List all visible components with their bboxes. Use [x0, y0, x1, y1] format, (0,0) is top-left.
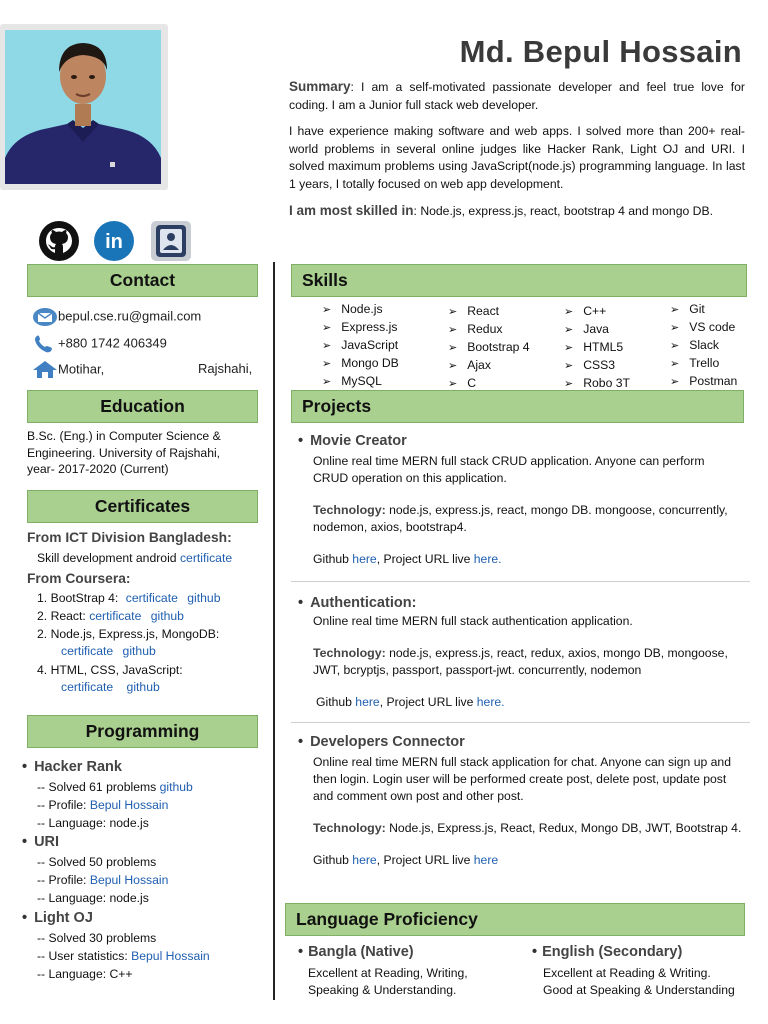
certificate-link[interactable]: certificate — [89, 609, 142, 623]
item-label: HTML, CSS, JavaScript: — [50, 663, 183, 677]
item-number: 2. — [37, 627, 48, 641]
technology-label: Technology: — [313, 503, 386, 517]
github-link[interactable]: here — [355, 695, 380, 709]
skill-item: ➢ HTML5 — [564, 339, 630, 357]
coursera-heading: From Coursera: — [27, 571, 131, 586]
skill-item: ➢ React — [448, 303, 530, 321]
technology-text: node.js, express.js, react, mongo DB. mongoose, concurrently, nodemon, axios, bootstrap4. — [313, 503, 728, 534]
certificate-link[interactable]: certificate — [61, 643, 114, 658]
skill-item: ➢ Mongo DB — [322, 355, 399, 373]
bangla-heading: • Bangla (Native) — [298, 944, 414, 960]
github-link[interactable]: github — [187, 591, 221, 605]
summary-text-1: : I am a self-motivated passionate developer and feel true love for coding. I am a Junior full stack web developer. — [289, 80, 745, 112]
address-city: Motihar, — [58, 361, 105, 377]
profile-text: -- User statistics: — [37, 948, 128, 963]
item-number: 2. — [37, 609, 48, 623]
bangla-details — [308, 965, 468, 999]
item-number: 4. — [37, 663, 48, 677]
skills-header: Skills — [291, 264, 747, 297]
project-title: • Authentication: — [298, 595, 416, 611]
project-body — [313, 613, 745, 711]
skill-item: ➢ Node.js — [322, 301, 399, 319]
language-text: -- Language: node.js — [37, 815, 149, 830]
hackerrank-heading: • Hacker Rank — [22, 759, 122, 775]
url-prefix: , Project URL live — [376, 853, 474, 867]
projects-header: Projects — [291, 390, 744, 423]
skill-item: ➢ Git — [670, 301, 737, 319]
english-line-1: Excellent at Reading & Writing. — [543, 966, 711, 980]
column-divider — [273, 262, 275, 1000]
project-divider — [291, 581, 750, 582]
email-text: bepul.cse.ru@gmail.com — [58, 308, 202, 324]
project-divider — [291, 722, 750, 723]
ict-heading: From ICT Division Bangladesh: — [27, 530, 232, 545]
skilled-label: I am most skilled in — [289, 203, 414, 218]
english-line-2: Good at Speaking & Understanding — [543, 983, 735, 997]
language-text: -- Language: node.js — [37, 890, 149, 905]
person-name: Md. Bepul Hossain — [459, 34, 742, 69]
certificates-header: Certificates — [27, 490, 258, 523]
language-header: Language Proficiency — [285, 903, 745, 936]
coursera-item — [37, 662, 257, 695]
skill-item: ➢ Postman — [670, 373, 737, 391]
ict-cert-link[interactable]: certificate — [179, 551, 233, 565]
skill-item: ➢ MySQL — [322, 373, 399, 391]
skills-column-3 — [564, 303, 630, 393]
skill-item: ➢ Express.js — [322, 319, 399, 337]
email-icon — [32, 307, 58, 327]
coursera-item — [37, 608, 184, 625]
phone-text: +880 1742 406349 — [58, 335, 167, 351]
home-icon — [32, 360, 58, 380]
project-title: • Movie Creator — [298, 433, 407, 449]
technology-text: Node.js, Express.js, React, Redux, Mongo DB, JWT, Bootstrap 4. — [385, 821, 742, 835]
solved-text: -- Solved 61 problems — [37, 780, 157, 794]
github-link[interactable]: here — [352, 552, 377, 566]
skill-item: ➢ CSS3 — [564, 357, 630, 375]
uri-details — [37, 854, 168, 907]
profile-text: -- Profile: — [37, 872, 87, 887]
education-text: B.Sc. (Eng.) in Computer Science & Engineering. University of Rajshahi, year- 2017-2020 (Current) — [27, 429, 221, 476]
github-link[interactable]: github — [150, 609, 184, 623]
live-url-link[interactable]: here — [473, 853, 499, 867]
hackerrank-details — [37, 779, 193, 832]
github-prefix: Github — [316, 695, 356, 709]
item-label: BootStrap 4: — [50, 591, 119, 605]
language-text: -- Language: C++ — [37, 966, 133, 981]
skills-column-4 — [670, 301, 737, 391]
github-prefix: Github — [313, 853, 353, 867]
skill-item: ➢ Trello — [670, 355, 737, 373]
skill-item: ➢ Java — [564, 321, 630, 339]
lightoj-details — [37, 930, 210, 983]
education-header: Education — [27, 390, 258, 423]
skill-item: ➢ Slack — [670, 337, 737, 355]
summary-block — [289, 78, 745, 230]
bangla-line-1: Excellent at Reading, Writing, — [308, 966, 468, 980]
skill-item: ➢ VS code — [670, 319, 737, 337]
live-url-link[interactable]: here. — [476, 695, 505, 709]
contact-header: Contact — [27, 264, 258, 297]
profile-link[interactable]: Bepul Hossain — [89, 797, 169, 812]
uri-heading: • URI — [22, 834, 59, 850]
item-number: 1. — [37, 591, 48, 605]
url-prefix: , Project URL live — [379, 695, 477, 709]
skills-column-2 — [448, 303, 530, 393]
item-label: React: — [50, 609, 86, 623]
certificate-link[interactable]: certificate — [61, 679, 114, 694]
profile-icon[interactable] — [150, 220, 192, 262]
profile-link[interactable]: Bepul Hossain — [131, 948, 210, 963]
skilled-text: : Node.js, express.js, react, bootstrap 4 and mongo DB. — [413, 204, 713, 218]
certificate-link[interactable]: certificate — [125, 591, 178, 605]
project-description: Online real time MERN full stack application for chat. Anyone can sign up and then login. Login user will be performed create post, delete post, update post and comment own post and other post. — [313, 755, 731, 803]
github-icon[interactable] — [38, 220, 80, 262]
project-title: • Developers Connector — [298, 734, 465, 750]
skill-item: ➢ JavaScript — [322, 337, 399, 355]
technology-label: Technology: — [313, 821, 386, 835]
ict-cert-text: Skill development android — [37, 551, 177, 565]
skill-item: ➢ C++ — [564, 303, 630, 321]
svg-text:in: in — [105, 231, 123, 253]
github-prefix: Github — [313, 552, 353, 566]
coursera-item — [37, 626, 257, 659]
skill-item: ➢ Bootstrap 4 — [448, 339, 530, 357]
bangla-line-2: Speaking & Understanding. — [308, 983, 457, 997]
live-url-link[interactable]: here. — [473, 552, 502, 566]
contact-address — [32, 359, 262, 379]
github-link[interactable]: github — [159, 780, 193, 794]
profile-link[interactable]: Bepul Hossain — [89, 872, 169, 887]
url-prefix: , Project URL live — [376, 552, 474, 566]
phone-icon — [32, 334, 58, 354]
project-description: Online real time MERN full stack authentication application. — [313, 614, 633, 628]
skills-column-1 — [322, 301, 399, 391]
coursera-item — [37, 590, 220, 607]
github-link[interactable]: github — [126, 679, 160, 694]
programming-header: Programming — [27, 715, 258, 748]
summary-text-2: I have experience making software and web apps. I solved more than 200+ real-world problems in several online judges like Hacker Rank, Light OJ and URI. I solved maximum problems using JavaScript(node.js) programming language. In last 1 years, I totally focused on web app development. — [289, 124, 745, 191]
solved-text: -- Solved 50 problems — [37, 855, 157, 869]
address-region: Rajshahi, — [198, 361, 253, 376]
project-body — [313, 453, 743, 568]
technology-label: Technology: — [313, 646, 386, 660]
project-body — [313, 754, 745, 869]
profile-text: -- Profile: — [37, 797, 87, 812]
project-description: Online real time MERN full stack CRUD application. Anyone can perform CRUD operation on this application. — [313, 454, 705, 485]
contact-email[interactable] — [32, 306, 262, 326]
contact-phone — [32, 333, 262, 353]
skill-item: ➢ Redux — [448, 321, 530, 339]
profile-photo — [5, 30, 161, 184]
skill-item: ➢ Ajax — [448, 357, 530, 375]
solved-text: -- Solved 30 problems — [37, 931, 157, 945]
summary-label: Summary — [289, 79, 351, 94]
linkedin-icon[interactable] — [93, 220, 135, 262]
technology-text: node.js, express.js, react, redux, axios, mongo DB, mongoose, JWT, bcryptjs, passport, passport-jwt. concurrently, nodemon — [313, 646, 728, 677]
skill-item: ➢ C — [448, 375, 530, 393]
english-details — [543, 965, 735, 999]
ict-cert-line — [37, 550, 232, 567]
github-link[interactable]: github — [122, 643, 156, 658]
github-link[interactable]: here — [352, 853, 377, 867]
english-heading: • English (Secondary) — [532, 944, 682, 960]
item-label: Node.js, Express.js, MongoDB: — [50, 627, 220, 641]
lightoj-heading: • Light OJ — [22, 910, 93, 926]
skill-item: ➢ Robo 3T — [564, 375, 630, 393]
